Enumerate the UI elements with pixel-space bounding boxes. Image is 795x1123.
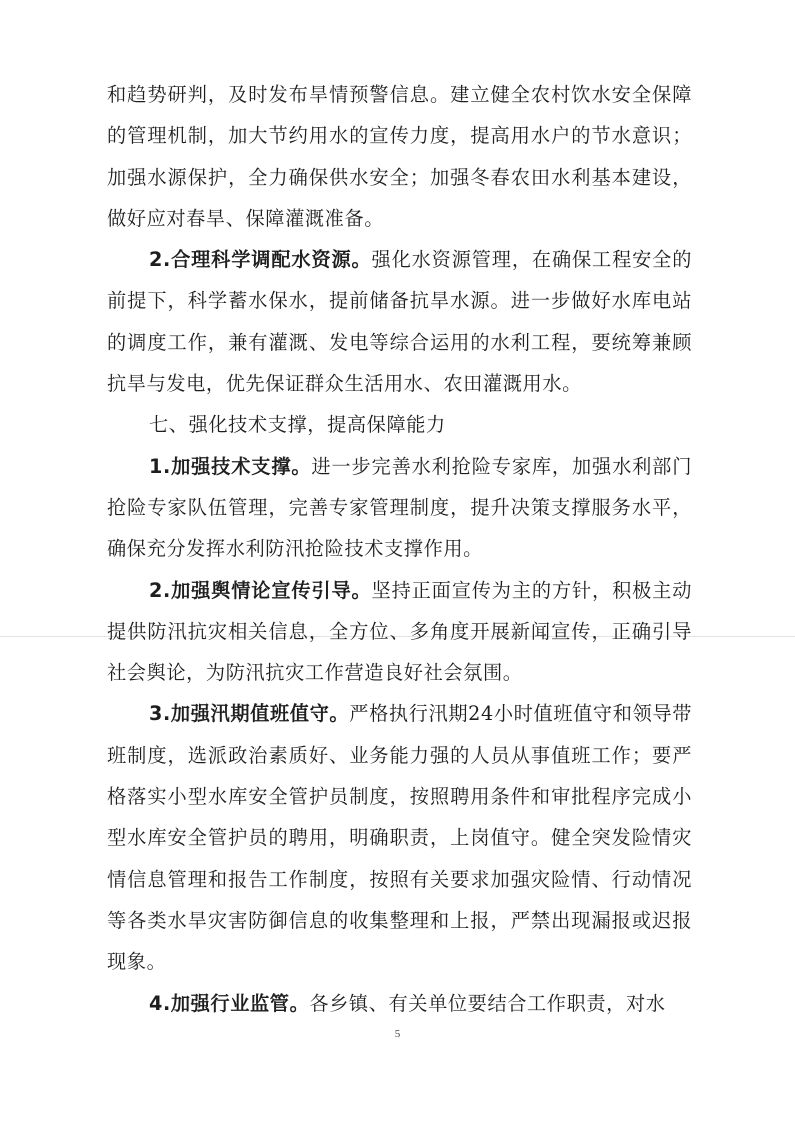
paragraph-technical-support — [107, 446, 692, 570]
paragraph-flood-duty — [107, 693, 692, 982]
paragraph-lead: 4.加强行业监管。 — [149, 991, 310, 1015]
paragraph-public-opinion — [107, 570, 692, 694]
page-number: 5 — [394, 1028, 401, 1040]
paragraph-body: 进一步完善水利抢险专家库，加强水利部门抢险专家队伍管理，完善专家管理制度，提升决策支撑服务水平，确保充分发挥水利防汛抢险技术支撑作用。 — [107, 454, 692, 561]
paragraph-body: 强化水资源管理，在确保工程安全的前提下，科学蓄水保水，提前储备抗旱水源。进一步做好水库电站的调度工作，兼有灌溉、发电等综合运用的水利工程，要统筹兼顾抗旱与发电，优先保证群众生活用水、农田灌溉用水。 — [107, 248, 692, 396]
paragraph-industry-supervision — [107, 983, 692, 1024]
section-heading-7: 七、强化技术支撑，提高保障能力 — [149, 413, 446, 437]
paragraph-water-resources — [107, 239, 692, 404]
paragraph-continuation — [107, 74, 692, 239]
paragraph-body: 坚持正面宣传为主的方针，积极主动提供防汛抗灾相关信息，全方位、多角度开展新闻宣传，正确引导社会舆论，为防汛抗灾工作营造良好社会氛围。 — [107, 578, 692, 685]
body-text — [107, 74, 692, 1024]
paragraph-lead: 2.加强舆情论宣传引导。 — [149, 578, 372, 602]
paragraph-lead: 1.加强技术支撑。 — [149, 454, 312, 478]
paragraph-body: 严格执行汛期24小时值班值守和领导带班制度，选派政治素质好、业务能力强的人员从事值班工作；要严格落实小型水库安全管护员制度，按照聘用条件和审批程序完成小型水库安全管护员的聘用，明确职责，上岗值守。健全突发险情灾情信息管理和报告工作制度，按照有关要求加强灾险情、行动情况等各类水旱灾害防御信息的收集整理和上报，严禁出现漏报或迟报现象。 — [107, 702, 692, 974]
paragraph-lead: 3.加强汛期值班值守。 — [149, 702, 350, 726]
paragraph-lead: 2.合理科学调配水资源。 — [149, 248, 372, 272]
paragraph-body: 和趋势研判，及时发布旱情预警信息。建立健全农村饮水安全保障的管理机制，加大节约用水的宣传力度，提高用水户的节水意识；加强水源保护，全力确保供水安全；加强冬春农田水利基本建设，做好应对春旱、保障灌溉准备。 — [107, 83, 692, 230]
paragraph-body: 各乡镇、有关单位要结合工作职责，对水 — [309, 991, 666, 1015]
